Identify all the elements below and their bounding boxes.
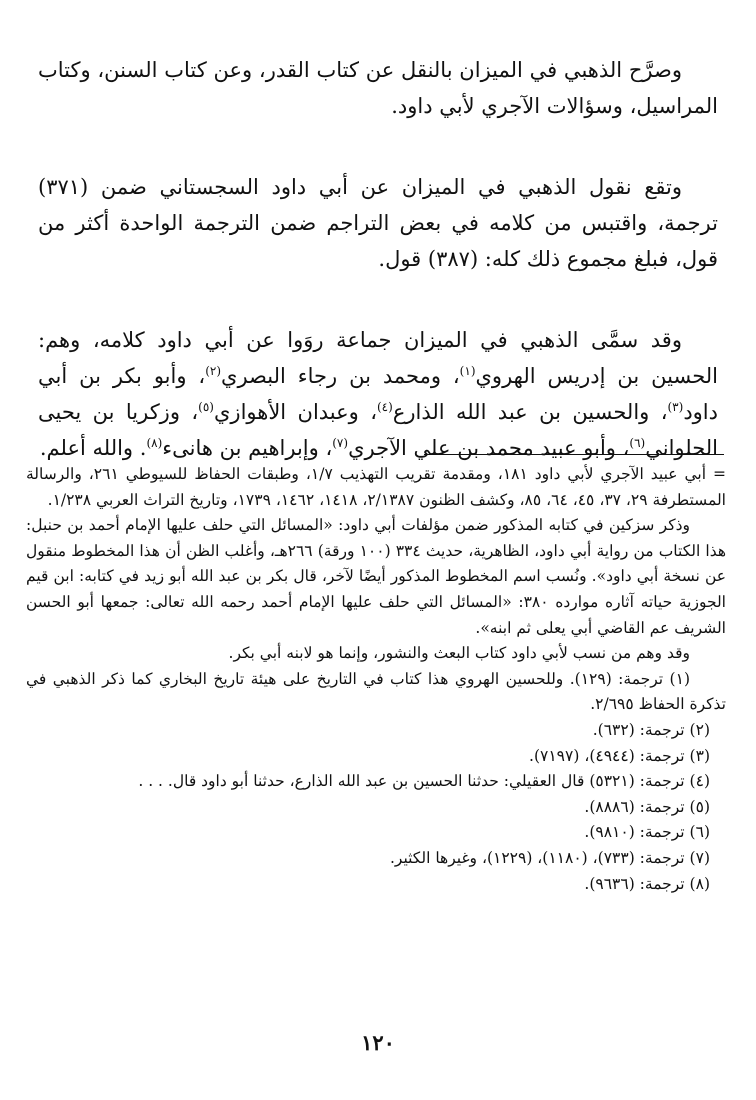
footnote-6: [26, 820, 726, 846]
footnote-number: (٢): [689, 720, 710, 739]
footnote-ref-3: (٣): [667, 400, 684, 414]
text-segment: ، وأبو عبيد محمد بن علي الآجري: [348, 436, 630, 460]
footnote-4: [26, 769, 726, 795]
footnote-sezgin: وذكر سزكين في كتابه المذكور ضمن مؤلفات أبي داود: «المسائل التي حلف عليها الإمام أحمد بن حنبل: هذا الكتاب من رواية أبي داود، الظاهرية، حديث ٣٣٤ (١٠٠ ورقة) ٢٦٦هـ، وأغلب الظن أن هذا المخطوط منقول عن نسخة أبي داود». ونُسب اسم المخطوط المذكور أيضًا لآخر، قال بكر بن عبد الله أبو زيد في كتابه: ابن قيم الجوزية حياته آثاره موارده ٣٨٠: «المسائل التي حلف عليها الإمام أحمد رحمه الله تعالى: جمعها أبو الحسن الشريف عم القاضي أبي يعلى ثم ابنه».: [26, 516, 727, 637]
footnote-number: (٦): [689, 823, 710, 842]
text-segment: . والله أعلم.: [39, 436, 147, 460]
footnote-ref-2: (٢): [205, 364, 222, 378]
text-segment: ، ومحمد بن رجاء البصري: [221, 364, 460, 388]
footnote-1: [26, 667, 726, 718]
footnote-text: ترجمة: (٩٦٣٦).: [584, 874, 685, 893]
footnote-ref-4: (٤): [376, 400, 393, 414]
footnote-number: (٧): [689, 848, 710, 867]
footnote-text: ترجمة: (٦٣٢).: [592, 720, 685, 739]
text-segment: وقد سمَّى الذهبي في الميزان جماعة روَوا عن أبي داود كلامه، وهم: الحسين بن إدريس الهروي: [38, 328, 718, 388]
text-segment: ، وأبو بكر بن أبي داود: [38, 364, 718, 424]
text-segment: ، وزكريا بن يحيى الحلواني: [38, 400, 718, 460]
footnote-text: ترجمة: (١٢٩). وللحسين الهروي هذا كتاب في التاريخ على هيئة تاريخ البخاري كما ذكر الذهبي في تذكرة الحفاظ ٢/٦٩٥.: [26, 669, 726, 714]
text-segment: ، وعبدان الأهوازي: [213, 400, 377, 424]
footnote-ref-6: (٦): [629, 436, 646, 450]
footnote-5: [26, 795, 726, 821]
footnote-number: (١): [669, 669, 690, 688]
paragraph-2: وتقع نقول الذهبي في الميزان عن أبي داود السجستاني ضمن (٣٧١) ترجمة، واقتبس من كلامه في بعض التراجم ضمن الترجمة الواحدة أكثر من قول، فبلغ مجموع ذلك كله: (٣٨٧) قول.: [38, 175, 718, 271]
main-text: [38, 52, 718, 466]
paragraph-1: وصرَّح الذهبي في الميزان بالنقل عن كتاب القدر، وعن كتاب السنن، وكتاب المراسيل، وسؤالات الآجري لأبي داود.: [38, 58, 718, 118]
footnote-text: ترجمة: (٧٣٣)، (١١٨٠)، (١٢٢٩)، وغيرها الكثير.: [389, 848, 685, 867]
footnotes: [26, 462, 726, 897]
footnote-8: [26, 872, 726, 898]
footnote-number: (٤): [689, 772, 710, 791]
footnote-text: ترجمة: (٥٣٢١) قال العقيلي: حدثنا الحسين بن عبد الله الذارع، حدثنا أبو داود قال. . . .: [138, 772, 685, 791]
footnote-ref-5: (٥): [198, 400, 214, 414]
footnote-7: [26, 846, 726, 872]
footnote-2: [26, 718, 726, 744]
footnote-text: ترجمة: (٤٩٤٤)، (٧١٩٧).: [529, 746, 685, 765]
footnote-number: (٥): [689, 797, 710, 816]
text-segment: ، وإبراهيم بن هانىء: [162, 436, 333, 460]
footnote-number: (٣): [689, 746, 710, 765]
footnote-3: [26, 744, 726, 770]
footnote-ref-7: (٧): [332, 436, 349, 450]
footnote-text: ترجمة: (٩٨١٠).: [584, 823, 685, 842]
footnote-number: (٨): [689, 874, 710, 893]
paragraph-3: [38, 322, 718, 466]
page-number: ١٢٠: [361, 1030, 395, 1055]
footnote-ref-8: (٨): [146, 436, 163, 450]
footnote-continuation: = أبي عبيد الآجري لأبي داود ١٨١، ومقدمة تقريب التهذيب ١/٧، وطبقات الحفاظ للسيوطي ٢٦١، والرسالة المستطرفة ٢٩، ٣٧، ٤٥، ٦٤، ٨٥، وكشف الظنون ٢/١٣٨٧، ١٤١٨، ١٤٦٢، ١٧٣٩، وتاريخ التراث العربي ١/٢٣٨.: [26, 465, 726, 509]
text-segment: ، والحسين بن عبد الله الذارع: [392, 400, 668, 424]
footnote-wahm: وقد وهم من نسب لأبي داود كتاب البعث والنشور، وإنما هو لابنه أبي بكر.: [228, 644, 690, 663]
footnote-divider: [424, 454, 724, 455]
footnote-text: ترجمة: (٨٨٨٦).: [584, 797, 685, 816]
footnote-ref-1: (١): [459, 364, 476, 378]
